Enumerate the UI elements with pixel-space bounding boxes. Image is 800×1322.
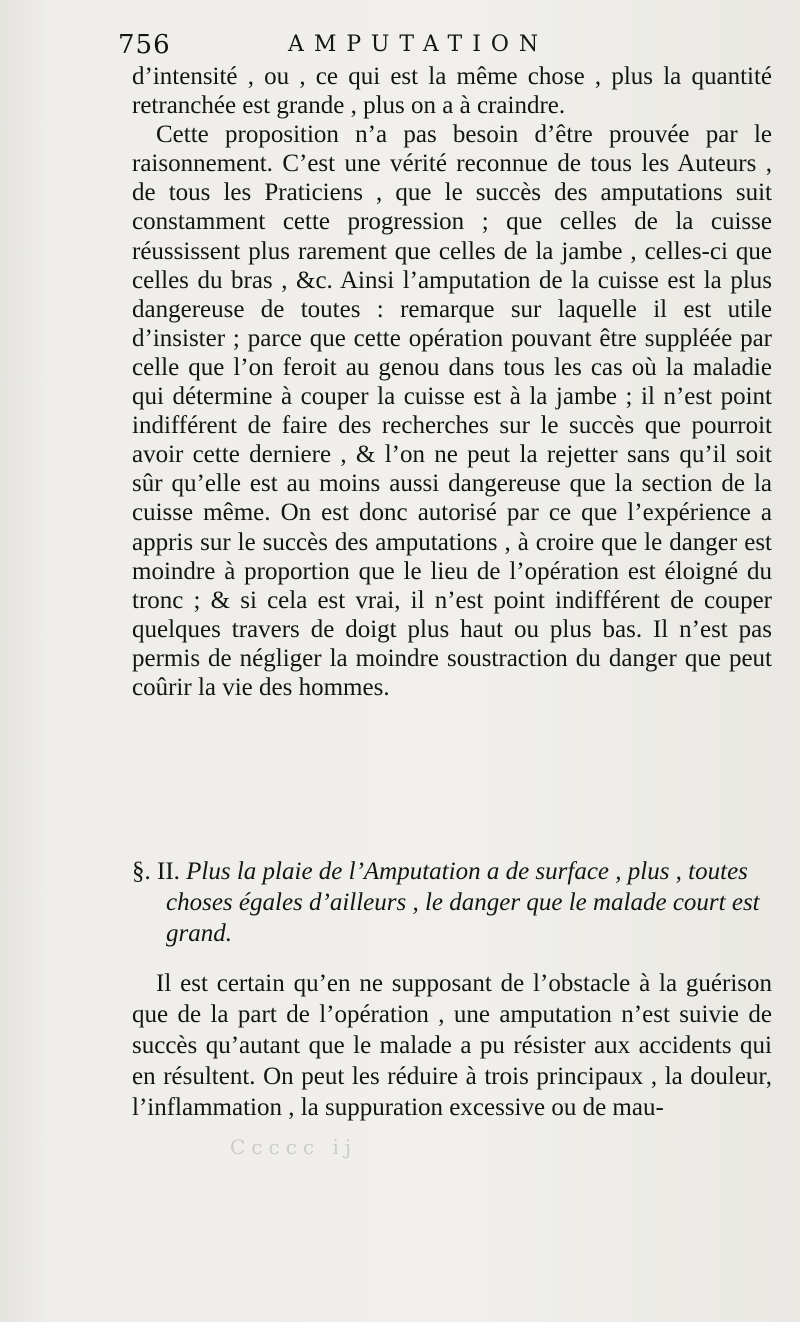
page-number: 756 <box>118 30 171 60</box>
page-header <box>118 30 778 66</box>
section-heading <box>132 856 772 949</box>
paragraph-continued: d’intensité , ou , ce qui est la même chose , plus la quantité retranchée est grande , plus on a à craindre. <box>132 63 772 120</box>
paragraph: Il est certain qu’en ne supposant de l’obstacle à la guérison que de la part de l’opération , une amputation n’est suivie de succès qu’autant que le malade a pu résister aux accidents qui en résultent. On peut les réduire à trois principaux , la douleur, l’inflammation , la suppuration excessive ou de mau- <box>132 970 772 1121</box>
main-text <box>132 62 772 702</box>
paragraph: Cette proposition n’a pas besoin d’être prouvée par le raisonnement. C’est une vérité reconnue de tous les Auteurs , de tous les Praticiens , que le succès des amputations suit constamment cette progression ; que celles de la cuisse réussissent plus rarement que celles de la jambe , celles-ci que celles du bras , &c. Ainsi l’amputation de la cuisse est la plus dangereuse de toutes : remarque sur laquelle il est utile d’insister ; parce que cette opération pouvant être suppléée par celle que l’on feroit au genou dans tous les cas où la maladie qui détermine à couper la cuisse est à la jambe ; il n’est point indifférent de faire des recherches sur le succès que pourroit avoir cette derniere , & l’on ne peut la rejetter sans qu’il soit sûr qu’elle est au moins aussi dangereuse que la section de la cuisse même. On est donc autorisé par ce que l’expérience a appris sur le succès des amputations , à croire que le danger est moindre à proportion que le lieu de l’opération est éloigné du tronc ; & si cela est vrai, il n’est point indifférent de couper quelques travers de doigt plus haut ou plus bas. Il n’est pas permis de négliger la moindre soustraction du danger que peut coûrir la vie des hommes. <box>132 121 772 701</box>
section-text <box>132 968 772 1123</box>
running-head: AMPUTATION <box>288 32 549 57</box>
signature-mark: Ccccc ij <box>230 1135 358 1159</box>
section-title: Plus la plaie de l’Amputation a de surface , plus , toutes choses égales d’ailleurs , le danger que le malade court est grand. <box>166 858 760 947</box>
section-number: §. II. <box>132 858 180 885</box>
